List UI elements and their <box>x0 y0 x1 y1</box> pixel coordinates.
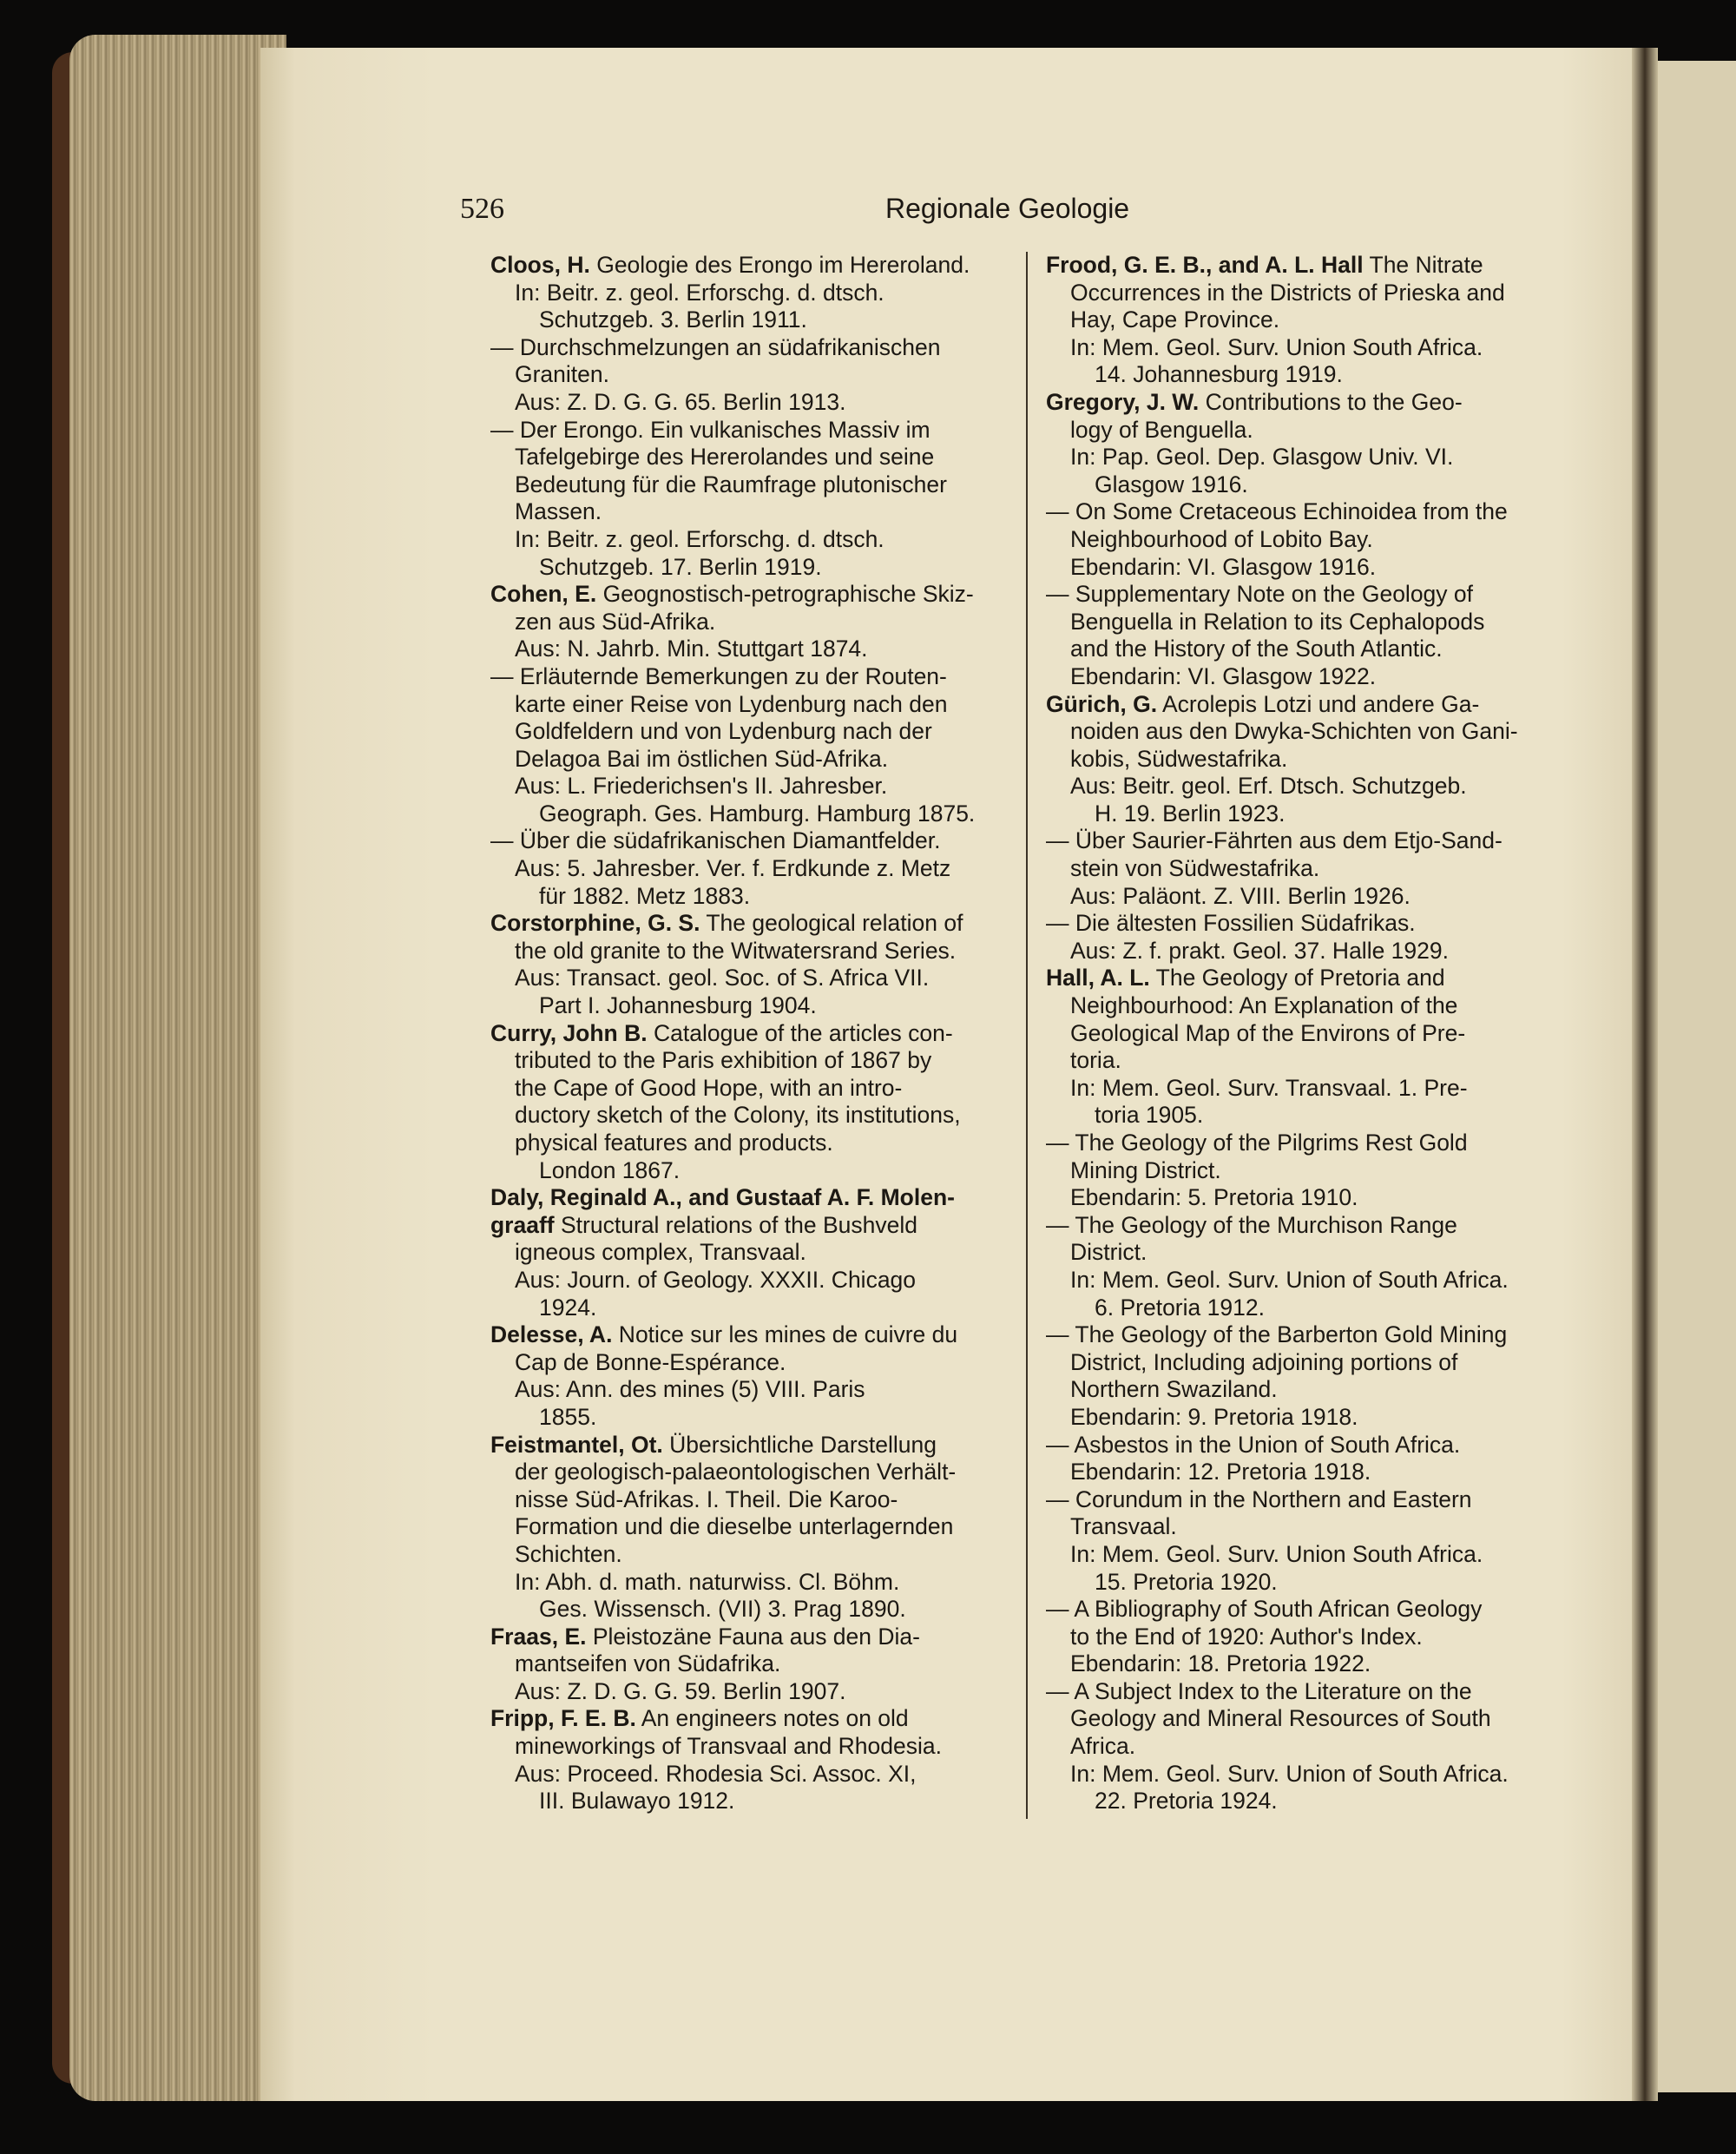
column-rule <box>1026 252 1028 1819</box>
source-reference: Schutzgeb. 3. Berlin 1911. <box>539 306 807 333</box>
bibliography-line: — The Geology of the Barberton Gold Mining <box>1046 1321 1508 1348</box>
bibliography-line: — Die ältesten Fossilien Südafrikas. <box>1046 910 1416 937</box>
author-name: Hall, A. L. <box>1046 965 1150 991</box>
right-column <box>1046 252 1558 1815</box>
source-reference: Part I. Johannesburg 1904. <box>539 992 817 1019</box>
running-header: Regionale Geologie <box>885 193 1130 224</box>
bibliography-line: Neighbourhood: An Explanation of the <box>1070 992 1458 1019</box>
source-reference: Ebendarin: VI. Glasgow 1922. <box>1070 662 1377 689</box>
bibliography-line: noiden aus den Dwyka-Schichten von Gani- <box>1070 718 1518 745</box>
bibliography-line <box>490 1705 1003 1733</box>
bibliography-line: tributed to the Paris exhibition of 1867 by <box>515 1047 932 1074</box>
bibliography-line: — Der Erongo. Ein vulkanisches Massiv im <box>490 416 930 443</box>
bibliography-line: Transvaal. <box>1070 1513 1177 1540</box>
source-reference: 1924. <box>539 1294 597 1321</box>
bibliography-line: mineworkings of Transvaal and Rhodesia. <box>515 1733 942 1760</box>
source-reference: Ebendarin: 12. Pretoria 1918. <box>1070 1459 1371 1485</box>
facing-page-edge <box>1654 61 1736 2092</box>
source-reference: In: Mem. Geol. Surv. Transvaal. 1. Pre- <box>1070 1074 1468 1101</box>
entry-title: Structural relations of the Bushveld <box>554 1211 917 1238</box>
bibliography-line: to the End of 1920: Author's Index. <box>1070 1623 1423 1650</box>
source-reference: In: Mem. Geol. Surv. Union South Africa. <box>1070 1540 1483 1567</box>
author-name: Delesse, A. <box>490 1321 613 1348</box>
entry-title: Geognostisch-petrographische Skiz- <box>596 581 974 608</box>
author-name: Daly, Reginald A., and Gustaaf A. F. Molen- <box>490 1184 955 1211</box>
bibliography-line: Bedeutung für die Raumfrage plutonischer <box>515 471 947 497</box>
author-name: Cohen, E. <box>490 581 597 608</box>
bibliography-line: — On Some Cretaceous Echinoidea from the <box>1046 498 1508 525</box>
source-reference: 22. Pretoria 1924. <box>1095 1788 1278 1815</box>
author-name: Fripp, F. E. B. <box>490 1705 636 1732</box>
bibliography-line: Goldfeldern und von Lydenburg nach der <box>515 718 932 745</box>
bibliography-line <box>1046 389 1558 417</box>
bibliography-line: zen aus Süd-Afrika. <box>515 608 716 635</box>
page-gutter <box>1632 48 1658 2101</box>
bibliography-line: Graniten. <box>515 361 610 388</box>
entry-title: The Nitrate <box>1363 252 1483 278</box>
bibliography-line: — Erläuternde Bemerkungen zu der Routen- <box>490 662 947 689</box>
bibliography-line: karte einer Reise von Lydenburg nach den <box>515 690 948 717</box>
bibliography-line: toria. <box>1070 1047 1121 1074</box>
bibliography-line <box>490 1212 1003 1240</box>
source-reference: Aus: L. Friederichsen's II. Jahresber. <box>515 773 888 800</box>
bibliography-line: Hay, Cape Province. <box>1070 306 1280 333</box>
bibliography-line: ductory sketch of the Colony, its institutions, <box>515 1102 961 1129</box>
bibliography-line: igneous complex, Transvaal. <box>515 1239 806 1266</box>
bibliography-line <box>490 252 1003 280</box>
author-name: Frood, G. E. B., and A. L. Hall <box>1046 252 1364 278</box>
bibliography-line: kobis, Südwestafrika. <box>1070 745 1288 772</box>
entry-title: An engineers notes on old <box>635 1705 909 1732</box>
bibliography-line <box>490 1020 1003 1048</box>
source-reference: Ebendarin: 9. Pretoria 1918. <box>1070 1403 1358 1430</box>
bibliography-line: — Durchschmelzungen an südafrikanischen <box>490 333 941 360</box>
source-reference: Geograph. Ges. Hamburg. Hamburg 1875. <box>539 800 976 827</box>
source-reference: Aus: Z. D. G. G. 65. Berlin 1913. <box>515 388 846 415</box>
source-reference: Aus: 5. Jahresber. Ver. f. Erdkunde z. Metz <box>515 855 951 882</box>
source-reference: III. Bulawayo 1912. <box>539 1788 735 1815</box>
source-reference: Aus: Transact. geol. Soc. of S. Africa VII. <box>515 965 930 991</box>
source-reference: 6. Pretoria 1912. <box>1095 1294 1265 1321</box>
bibliography-line: the old granite to the Witwatersrand Series. <box>515 937 957 964</box>
entry-title: Contributions to the Geo- <box>1199 388 1463 415</box>
source-reference: Aus: Ann. des mines (5) VIII. Paris <box>515 1376 865 1403</box>
source-reference: 14. Johannesburg 1919. <box>1095 361 1343 388</box>
source-reference: 15. Pretoria 1920. <box>1095 1568 1278 1595</box>
bibliography-line: — A Bibliography of South African Geology <box>1046 1596 1483 1623</box>
bibliography-line: and the History of the South Atlantic. <box>1070 636 1443 662</box>
source-reference: Aus: Z. f. prakt. Geol. 37. Halle 1929. <box>1070 937 1449 964</box>
entry-title: The Geology of Pretoria and <box>1149 965 1445 991</box>
bibliography-line: Geology and Mineral Resources of South <box>1070 1705 1491 1732</box>
source-reference: Aus: Z. D. G. G. 59. Berlin 1907. <box>515 1677 846 1704</box>
bibliography-line: the Cape of Good Hope, with an intro- <box>515 1074 903 1101</box>
source-reference: Aus: N. Jahrb. Min. Stuttgart 1874. <box>515 636 868 662</box>
bibliography-line: — The Geology of the Pilgrims Rest Gold <box>1046 1130 1468 1156</box>
source-reference: Aus: Beitr. geol. Erf. Dtsch. Schutzgeb. <box>1070 773 1467 800</box>
bibliography-line: Northern Swaziland. <box>1070 1376 1278 1403</box>
bibliography-line: nisse Süd-Afrikas. I. Theil. Die Karoo- <box>515 1485 898 1512</box>
source-reference: In: Mem. Geol. Surv. Union South Africa. <box>1070 333 1483 360</box>
bibliography-line: Massen. <box>515 498 602 525</box>
bibliography-line: — Corundum in the Northern and Eastern <box>1046 1485 1472 1512</box>
author-name: Cloos, H. <box>490 252 590 278</box>
bibliography-line: District, Including adjoining portions of <box>1070 1348 1458 1375</box>
bibliography-line <box>490 910 1003 938</box>
bibliography-line <box>1046 691 1558 719</box>
source-reference: In: Mem. Geol. Surv. Union of South Africa. <box>1070 1266 1509 1293</box>
bibliography-line: physical features and products. <box>515 1130 833 1156</box>
left-column <box>490 252 1003 1815</box>
bibliography-line: der geologisch-palaeontologischen Verhält- <box>515 1459 957 1485</box>
source-reference: Ges. Wissensch. (VII) 3. Prag 1890. <box>539 1596 906 1623</box>
bibliography-line: — Über Saurier-Fährten aus dem Etjo-Sand- <box>1046 827 1503 854</box>
source-reference: In: Beitr. z. geol. Erforschg. d. dtsch. <box>515 525 884 552</box>
bibliography-line: stein von Südwestafrika. <box>1070 855 1320 882</box>
entry-title: Übersichtliche Darstellung <box>662 1431 937 1458</box>
bibliography-line: Tafelgebirge des Hererolandes und seine <box>515 444 935 471</box>
page-number: 526 <box>460 193 504 225</box>
entry-title: Pleistozäne Fauna aus den Dia- <box>586 1623 920 1650</box>
source-reference: Ebendarin: 18. Pretoria 1922. <box>1070 1650 1371 1677</box>
bibliography-line <box>490 1432 1003 1459</box>
bibliography-line: Delagoa Bai im östlichen Süd-Afrika. <box>515 745 889 772</box>
source-reference: Glasgow 1916. <box>1095 471 1248 497</box>
bibliography-line: — Supplementary Note on the Geology of <box>1046 581 1474 608</box>
source-reference: In: Pap. Geol. Dep. Glasgow Univ. VI. <box>1070 444 1454 471</box>
bibliography-line: — Asbestos in the Union of South Africa. <box>1046 1431 1461 1458</box>
author-name: Curry, John B. <box>490 1019 648 1046</box>
source-reference: 1855. <box>539 1403 597 1430</box>
bibliography-line: — Über die südafrikanischen Diamantfelder. <box>490 827 941 854</box>
source-reference: für 1882. Metz 1883. <box>539 882 751 909</box>
source-reference: Aus: Journ. of Geology. XXXII. Chicago <box>515 1266 917 1293</box>
bibliography-line <box>1046 252 1558 280</box>
author-name: graaff <box>490 1211 555 1238</box>
bibliography-line <box>490 1624 1003 1651</box>
source-reference: Aus: Paläont. Z. VIII. Berlin 1926. <box>1070 882 1410 909</box>
bibliography-line: — A Subject Index to the Literature on the <box>1046 1677 1472 1704</box>
bibliography-line: logy of Benguella. <box>1070 416 1253 443</box>
bibliography-line: Formation und die dieselbe unterlagernden <box>515 1513 954 1540</box>
author-name: Gürich, G. <box>1046 690 1158 717</box>
bibliography-line: Occurrences in the Districts of Prieska and <box>1070 279 1505 306</box>
author-name: Corstorphine, G. S. <box>490 910 700 937</box>
bibliography-line: Geological Map of the Environs of Pre- <box>1070 1019 1466 1046</box>
entry-title: Acrolepis Lotzi und andere Ga- <box>1157 690 1480 717</box>
author-name: Feistmantel, Ot. <box>490 1431 663 1458</box>
source-reference: London 1867. <box>539 1156 681 1183</box>
source-reference: In: Abh. d. math. naturwiss. Cl. Böhm. <box>515 1568 900 1595</box>
bibliography-line: District. <box>1070 1239 1147 1266</box>
entry-title: Notice sur les mines de cuivre du <box>612 1321 958 1348</box>
entry-title: The geological relation of <box>700 910 963 937</box>
entry-title: Geologie des Erongo im Hereroland. <box>589 252 970 278</box>
bibliography-line: mantseifen von Südafrika. <box>515 1650 781 1677</box>
bibliography-line <box>490 1184 1003 1212</box>
bibliography-line <box>490 581 1003 609</box>
bibliography-line <box>1046 965 1558 992</box>
bibliography-line: Cap de Bonne-Espérance. <box>515 1348 786 1375</box>
entry-title: Catalogue of the articles con- <box>647 1019 953 1046</box>
source-reference: H. 19. Berlin 1923. <box>1095 800 1286 827</box>
bibliography-line: Benguella in Relation to its Cephalopods <box>1070 608 1485 635</box>
source-reference: toria 1905. <box>1095 1102 1204 1129</box>
source-reference: Ebendarin: VI. Glasgow 1916. <box>1070 553 1377 580</box>
page-edges <box>69 35 286 2101</box>
bibliography-line: Mining District. <box>1070 1156 1221 1183</box>
source-reference: In: Beitr. z. geol. Erforschg. d. dtsch. <box>515 279 884 306</box>
source-reference: In: Mem. Geol. Surv. Union of South Africa. <box>1070 1760 1509 1787</box>
bibliography-line: — The Geology of the Murchison Range <box>1046 1211 1457 1238</box>
source-reference: Aus: Proceed. Rhodesia Sci. Assoc. XI, <box>515 1760 917 1787</box>
author-name: Fraas, E. <box>490 1623 587 1650</box>
bibliography-line: Neighbourhood of Lobito Bay. <box>1070 525 1373 552</box>
source-reference: Schutzgeb. 17. Berlin 1919. <box>539 553 822 580</box>
bibliography-line: Africa. <box>1070 1733 1136 1760</box>
bibliography-line: Schichten. <box>515 1540 622 1567</box>
author-name: Gregory, J. W. <box>1046 388 1200 415</box>
bibliography-line <box>490 1321 1003 1349</box>
source-reference: Ebendarin: 5. Pretoria 1910. <box>1070 1184 1358 1211</box>
